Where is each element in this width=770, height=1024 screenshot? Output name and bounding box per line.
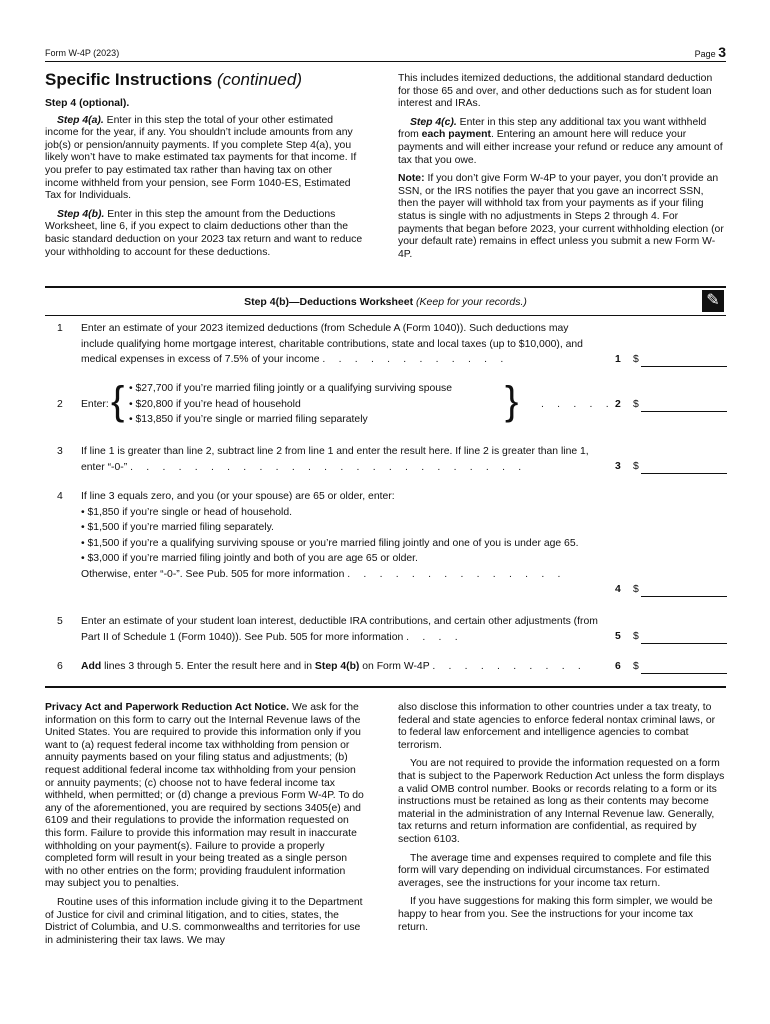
line-2-leader-dots: . . . . . [541,399,614,410]
line-6-text-b: on Form W-4P [359,661,430,672]
worksheet-line-4 [45,489,727,599]
left-brace-icon: { [111,379,125,423]
privacy-notice-left [45,702,367,953]
worksheet-line-3 [45,444,727,476]
line-2-option: • $20,800 if you’re head of household [129,398,301,410]
worksheet-top-rule [45,286,726,288]
line-2-option: • $27,700 if you’re married filing jointly or a qualifying surviving spouse [129,383,453,394]
line-4-item: • $3,000 if you’re married filing jointly and both of you are age 65 or older. [81,553,418,564]
line-text: If line 1 is greater than line 2, subtract line 2 from line 1 and enter the result here. If line 2 is greater than line 1, enter “-0-” . . . . . . . . . . . . . . . . . . . . . . . . . [81,446,589,473]
pencil-icon: ✎ [702,290,724,312]
step4a-text: Enter in this step the total of your other estimated income for the year, if any. You shouldn’t include amounts from any job(s) or pension/annuity payments. If you complete Step 4(a), you likely won’t have to make estimated tax payments for that income. If you prefer to pay estimated tax rather than having tax on other income withheld from your pension, see Form 1040-ES, Estimated Tax for Individuals. [45,114,357,202]
step4c-bold: each payment [421,129,491,141]
line-5-text: Enter an estimate of your student loan interest, deductible IRA contributions, and certain other adjustments (from Part II of Schedule 1 (Form 1040)). See Pub. 505 for more information [81,616,598,643]
line-number: 4 [57,491,63,502]
step4c-paragraph [398,117,726,167]
line-5-answer-number: 5 [615,631,621,642]
line-3-text: If line 1 is greater than line 2, subtract line 2 from line 1 and enter the result here. If line 2 is greater than line 1, enter “-0-” [81,446,589,473]
dollar-sign: $ [633,631,639,642]
line-3-answer-number: 3 [615,461,621,472]
note-lead: Note: [398,173,425,185]
worksheet-line-2 [45,381,727,429]
right-brace-icon: } [505,379,519,423]
line-4-item: • $1,500 if you’re married filing separately. [81,522,274,533]
line-number: 5 [57,616,63,627]
instructions-right-column [398,73,726,267]
line-number: 2 [57,399,63,410]
title-main: Specific Instructions [45,70,213,89]
privacy-notice-p3: also disclose this information to other countries under a tax treaty, to federal and state agencies to enforce federal nontax criminal laws, or to federal law enforcement and intelligence agencies to combat terrorism. [398,702,716,751]
step4c-lead: Step 4(c). [410,116,457,128]
worksheet-bottom-rule [45,686,726,688]
line-text: Add lines 3 through 5. Enter the result here and in Step 4(b) on Form W-4P . . . . . . . . . . [81,661,586,672]
line-6-add: Add [81,661,102,672]
step4a-lead: Step 4(a). [57,114,104,126]
line-1-text: Enter an estimate of your 2023 itemized deductions (from Schedule A (Form 1040)). Such deductions may include qualifying home mortgage interest, charitable contributions, state and local taxes (up to $10,000), and medical expenses in excess of 7.5% of your income [81,323,583,365]
dollar-sign: $ [633,399,639,410]
worksheet-title-text: Step 4(b)—Deductions Worksheet [244,296,414,308]
line-6-text-a: lines 3 through 5. Enter the result here and in [101,661,315,672]
line-2-option: • $13,850 if you’re single or married filing separately [129,414,368,425]
step4a-paragraph [45,115,367,203]
worksheet-title-rule [45,315,726,316]
privacy-notice-right [398,702,726,940]
line-number: 1 [57,323,63,334]
line-5-amount-field[interactable] [641,643,727,644]
line-text: Enter an estimate of your student loan interest, deductible IRA contributions, and certain other adjustments (from Part II of Schedule 1 (Form 1040)). See Pub. 505 for more information . . . . [81,616,598,643]
dollar-sign: $ [633,584,639,595]
step4b-text: Enter in this step the amount from the Deductions Worksheet, line 6, if you expect to claim deductions other than the basic standard deduction on your 2023 tax return and want to reduce your withholding to account for these deductions. [45,208,363,258]
line-4-item: • $1,500 if you’re a qualifying surviving spouse or you’re married filing jointly and one of you is under age 65. [81,537,579,549]
line-1-amount-field[interactable] [641,366,727,367]
line-number: 6 [57,661,63,672]
privacy-notice-p6: If you have suggestions for making this form simpler, we would be happy to hear from you. See the instructions for your income tax return. [398,896,713,933]
header-rule [45,61,726,62]
privacy-notice-p1 [45,702,367,891]
instructions-left-column [45,98,367,265]
page-indicator [695,44,726,60]
line-6-answer-number: 6 [615,661,621,672]
page-number: 3 [718,44,726,60]
line-text: Enter an estimate of your 2023 itemized deductions (from Schedule A (Form 1040)). Such deductions may include qualifying home mortgage interest, charitable contributions, state and local taxes (up to $10,000), and medical expenses in excess of 7.5% of your income . . . . . . . . . . . . [81,323,583,365]
note-text: If you don’t give Form W-4P to your payer, you don’t provide an SSN, or the IRS notifies the payer that you gave an incorrect SSN, then the payer will withhold tax from your payments as if your filing status is single with no adjustments in Steps 2 through 4. For payments that began before 2023, your current withholding election (or your default rate) remains in effect unless you submit a new Form W-4P. [398,173,724,260]
deductions-paragraph: This includes itemized deductions, the additional standard deduction for those 65 and over, and other deductions such as for student loan interest and IRAs. [398,73,713,110]
privacy-notice-p1-text: We ask for the information on this form to carry out the Internal Revenue laws of the United States. You are required to provide this information only if you want to (a) request federal income tax withholding from pension or annuity payments based on your filing status and adjustments; (b) request additional federal income tax withholding from your pension or annuity payments; (c) choose not to have federal income tax withheld, when permitted; or (d) change a previous Form W-4P. To do any of the aforementioned, you are required by sections 3405(e) and 6109 and their regulations to provide the information requested on this form. Failure to provide this information may result in inaccurate withholding on your payment(s). Failure to provide a properly completed form will result in your being treated as a single person with no other entries on the form; providing fraudulent information may subject you to penalties. [45,702,364,890]
step4b-lead: Step 4(b). [57,208,105,220]
line-6-amount-field[interactable] [641,673,727,674]
worksheet-line-5 [45,614,727,646]
dollar-sign: $ [633,661,639,672]
page-label: Page [694,49,716,59]
privacy-notice-p5: The average time and expenses required to complete and file this form will vary depending on individual circumstances. For estimated averages, see the instructions for your income tax return. [398,852,712,889]
line-2-options [129,381,549,428]
line-6-step-ref: Step 4(b) [314,661,360,672]
line-4-intro: If line 3 equals zero, and you (or your spouse) are 65 or older, enter: [81,491,395,502]
line-1-answer-number: 1 [615,354,621,365]
line-2-amount-field[interactable] [641,411,727,412]
step4-heading: Step 4 (optional). [45,98,130,109]
line-2-enter-label: Enter: [81,399,109,410]
worksheet-line-6 [45,659,727,677]
line-text: If line 3 equals zero, and you (or your spouse) are 65 or older, enter: • $1,850 if you’re single or head of household. • $1,500 if you’re married filing separately. • $1,500 if you’re a qualifying surviving spouse or you’re married filing jointly and one of you is under age 65. • $3,000 if you’re married filing jointly and both of you are age 65 or older. Otherwise, enter “-0-”. See Pub. 505 for more information . . . . . . . . . . . . . . [81,489,599,582]
worksheet-line-1 [45,321,727,369]
line-4-answer-number: 4 [615,584,621,595]
line-3-amount-field[interactable] [641,473,727,474]
dollar-sign: $ [633,461,639,472]
title-suffix: (continued) [216,70,302,89]
step4c-text-b: . Entering an amount here will reduce your payments and will either increase your refund or reduce any amount of tax that you owe. [398,129,723,166]
worksheet-title-note: (Keep for your records.) [416,296,527,308]
privacy-notice-heading: Privacy Act and Paperwork Reduction Act Notice. [45,702,290,713]
step4c-text-a: Enter in this step any additional tax you want withheld from [398,116,707,141]
line-2-answer-number: 2 [615,399,621,410]
line-4-item: • $1,850 if you’re single or head of household. [81,506,293,518]
dollar-sign: $ [633,354,639,365]
privacy-notice-p2: Routine uses of this information include giving it to the Department of Justice for civil and criminal litigation, and to cities, states, the District of Columbia, and U.S. commonwealths and territories for use in administering their tax laws. We may [45,896,363,946]
note-paragraph [398,173,726,261]
line-number: 3 [57,446,63,457]
step4b-paragraph [45,209,367,259]
page-title [45,70,302,90]
line-4-amount-field[interactable] [641,596,727,597]
privacy-notice-p4: You are not required to provide the information requested on a form that is subject to the Paperwork Reduction Act unless the form displays a valid OMB control number. Books or records relating to a form or its instructions must be retained as long as their contents may become material in the administration of any Internal Revenue law. Generally, tax returns and return information are confidential, as required by section 6103. [398,758,725,845]
form-label: Form W-4P (2023) [45,48,120,58]
worksheet-title [45,296,726,308]
line-4-otherwise: Otherwise, enter “-0-”. See Pub. 505 for more information [81,568,345,580]
